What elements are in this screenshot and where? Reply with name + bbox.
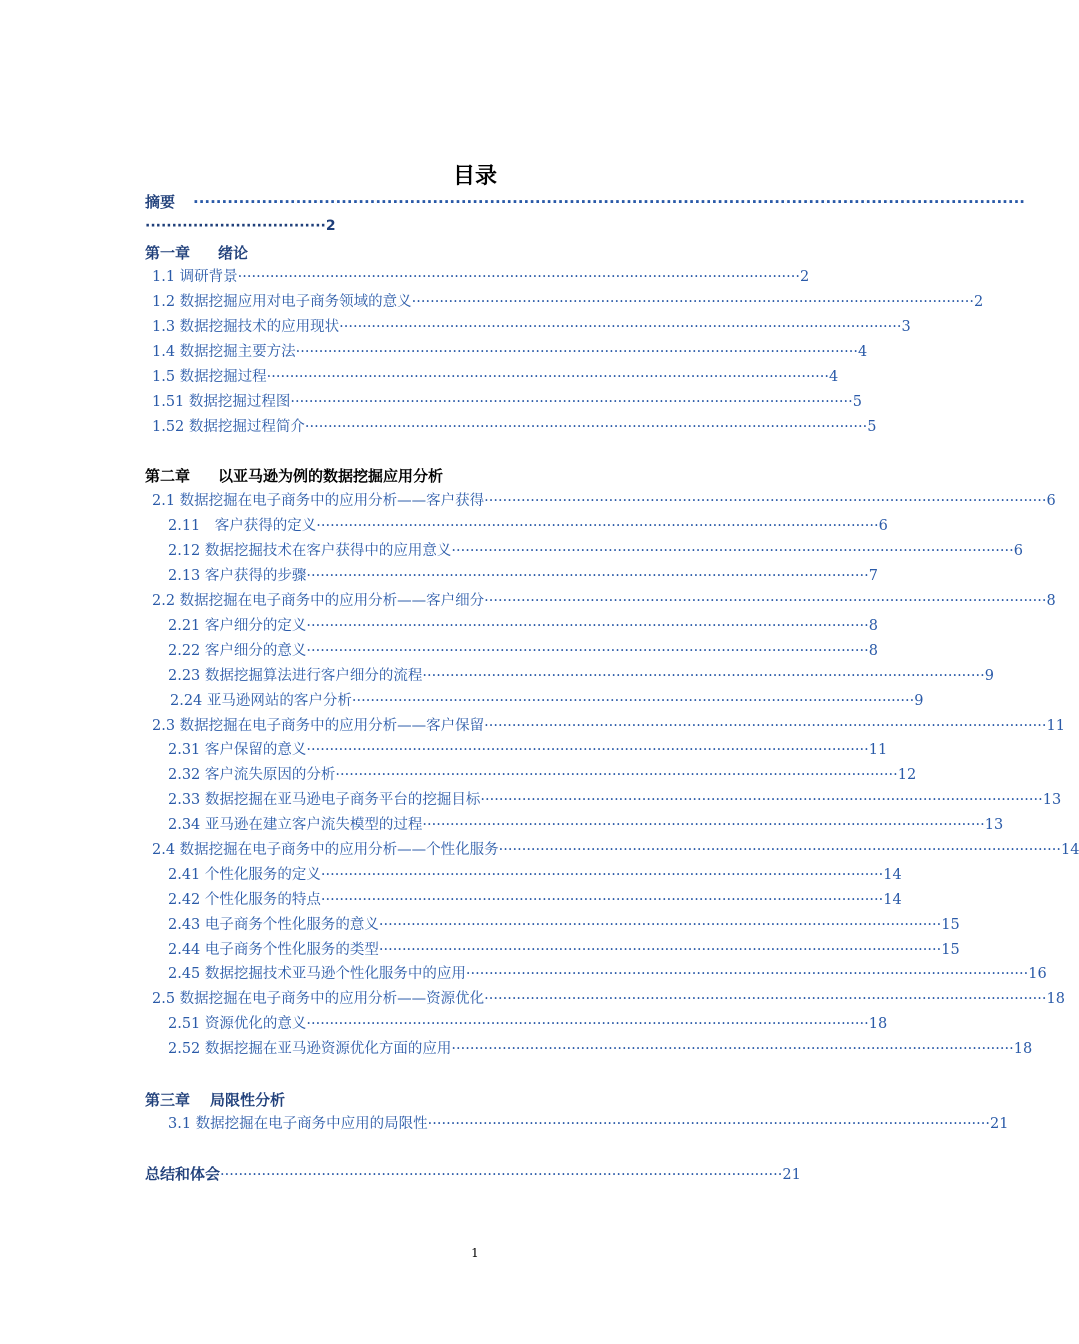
leader-dots: ··························································································································	[290, 394, 853, 410]
toc-page-number: 14	[1061, 842, 1079, 858]
toc-entry-text: 1.4 数据挖掘主要方法	[152, 344, 296, 360]
toc-page-number: 7	[868, 568, 878, 584]
toc-abstract[interactable]	[145, 191, 1025, 213]
toc-page-number: 15	[941, 917, 960, 933]
toc-entry-text: 2.42 个性化服务的特点	[168, 892, 321, 908]
toc-entry[interactable]	[168, 640, 878, 662]
leader-dots: ··························································································································	[378, 917, 942, 933]
toc-entry-text: 1.51 数据挖掘过程图	[152, 394, 291, 410]
leader-dots: ··························································································································	[266, 369, 829, 385]
toc-entry-text: 2.2 数据挖掘在电子商务中的应用分析——客户细分	[152, 593, 485, 609]
toc-page-number: 5	[852, 394, 862, 410]
toc-page-number: 16	[1028, 966, 1047, 982]
toc-entry[interactable]	[168, 814, 1004, 836]
toc-entry-text: 2.51 资源优化的意义	[168, 1016, 307, 1032]
toc-entry-text: 2.4 数据挖掘在电子商务中的应用分析——个性化服务	[152, 842, 499, 858]
leader-dots: ··························································································································	[480, 792, 1043, 808]
leader-dots: ··························································································································	[484, 493, 1047, 509]
leader-dots: ··························································································································	[451, 1041, 1014, 1057]
toc-entry[interactable]	[168, 1113, 1009, 1135]
toc-abstract-label: 摘要	[145, 193, 176, 211]
chapter-name: 局限性分析	[210, 1091, 286, 1109]
leader-dots: ··························································································································	[237, 269, 800, 285]
leader-dots: ··························································································································	[484, 991, 1047, 1007]
toc-entry[interactable]	[168, 515, 888, 537]
leader-dots: ··························································································································	[335, 767, 898, 783]
toc-entry-text: 2.24 亚马逊网站的客户分析	[170, 693, 352, 709]
leader-dots: ··························································································································	[451, 543, 1014, 559]
toc-page-number: 2	[800, 269, 810, 285]
leader-dots: ··························································································································	[465, 966, 1029, 982]
leader-dots: ··························································································································	[339, 319, 902, 335]
toc-entry[interactable]	[152, 416, 877, 438]
toc-page-number: 8	[1046, 593, 1056, 609]
toc-entry[interactable]	[152, 341, 868, 363]
toc-entry-text: 2.21 客户细分的定义	[168, 618, 307, 634]
leader-dots: ··························································································································	[422, 817, 985, 833]
leader-dots: ··························································································································	[378, 942, 942, 958]
toc-chapter-3[interactable]	[145, 1089, 545, 1111]
leader-dots: ··················································································································································	[193, 193, 1025, 211]
toc-entry[interactable]	[168, 739, 888, 761]
toc-entry-text: 2.41 个性化服务的定义	[168, 867, 321, 883]
toc-page-number: 4	[829, 369, 839, 385]
toc-page-number: 4	[858, 344, 868, 360]
toc-entry[interactable]	[168, 789, 1062, 811]
toc-page-number: 14	[883, 892, 902, 908]
toc-entry[interactable]	[152, 590, 1056, 612]
leader-dots: ··························································································································	[320, 892, 884, 908]
toc-entry-text: 2.3 数据挖掘在电子商务中的应用分析——客户保留	[152, 718, 485, 734]
leader-dots: ··························································································································	[316, 518, 879, 534]
toc-page-number: 2	[974, 294, 984, 310]
toc-entry[interactable]	[152, 988, 1065, 1010]
toc-page-number: 13	[984, 817, 1004, 833]
toc-page-number: 3	[901, 319, 911, 335]
toc-entry-text: 2.13 客户获得的步骤	[168, 568, 307, 584]
leader-dots: ··························································································································	[306, 618, 869, 634]
toc-page-number: 11	[868, 742, 888, 758]
leader-dots: ··························································································································	[498, 842, 1061, 858]
leader-dots: ··························································································································	[320, 867, 884, 883]
toc-entry-text: 2.34 亚马逊在建立客户流失模型的过程	[168, 817, 423, 833]
toc-entry[interactable]	[168, 1013, 888, 1035]
toc-page-number: 12	[897, 767, 917, 783]
leader-dots: ··························································································································	[484, 718, 1047, 734]
leader-dots: ··························································································································	[306, 742, 869, 758]
toc-abstract-page: 2	[325, 218, 336, 234]
toc-entry-text: 2.22 客户细分的意义	[168, 643, 307, 659]
leader-dots: ··························································································································	[220, 1167, 783, 1183]
chapter-label: 第三章	[145, 1091, 191, 1109]
toc-entry[interactable]	[168, 939, 960, 961]
toc-entry-text: 2.5 数据挖掘在电子商务中的应用分析——资源优化	[152, 991, 485, 1007]
toc-entry[interactable]	[168, 889, 902, 911]
leader-dots: ··························································································································	[427, 1116, 990, 1132]
toc-entry-text: 2.12 数据挖掘技术在客户获得中的应用意义	[168, 543, 452, 559]
toc-page-number: 15	[941, 942, 960, 958]
toc-entry-text: 2.52 数据挖掘在亚马逊资源优化方面的应用	[168, 1041, 452, 1057]
summary-page: 21	[782, 1167, 801, 1183]
toc-page-number: 18	[868, 1016, 888, 1032]
toc-entry-text: 1.3 数据挖掘技术的应用现状	[152, 319, 340, 335]
toc-page-number: 5	[867, 419, 877, 435]
leader-dots: ··························································································································	[295, 344, 858, 360]
toc-page-number: 6	[1013, 543, 1023, 559]
toc-entry[interactable]	[152, 316, 911, 338]
toc-entry-text: 3.1 数据挖掘在电子商务中应用的局限性	[168, 1116, 428, 1132]
toc-page-number: 13	[1042, 792, 1062, 808]
chapter-label: 第一章	[145, 244, 191, 262]
toc-page-number: 9	[984, 668, 994, 684]
leader-dots: ··························································································································	[306, 643, 869, 659]
toc-page-number: 6	[878, 518, 888, 534]
toc-entry[interactable]	[168, 665, 994, 687]
leader-dots: ··························································································································	[306, 1016, 869, 1032]
toc-entry-text: 2.31 客户保留的意义	[168, 742, 307, 758]
toc-entry[interactable]	[168, 914, 960, 936]
toc-entry[interactable]	[168, 764, 917, 786]
chapter-name: 以亚马逊为例的数据挖掘应用分析	[218, 467, 444, 485]
toc-entry[interactable]	[152, 490, 1056, 512]
leader-dots: ··························································································································	[422, 668, 985, 684]
leader-dots: ··························································································································	[306, 568, 869, 584]
toc-entry[interactable]	[152, 266, 810, 288]
leader-dots: ··························································································································	[411, 294, 974, 310]
leader-dots: ··························································································································	[484, 593, 1047, 609]
toc-page-number: 8	[868, 618, 878, 634]
toc-entry[interactable]	[168, 864, 902, 886]
toc-page-number: 14	[883, 867, 902, 883]
toc-page-number: 11	[1046, 718, 1065, 734]
toc-entry[interactable]	[168, 565, 878, 587]
toc-entry[interactable]	[152, 715, 1065, 737]
page-number: 1	[471, 1246, 479, 1260]
leader-dots: ··························································································································	[304, 419, 868, 435]
toc-entry-text: 1.5 数据挖掘过程	[152, 369, 267, 385]
toc-page-number: 21	[990, 1116, 1009, 1132]
toc-summary[interactable]	[145, 1163, 801, 1185]
toc-entry-text: 2.23 数据挖掘算法进行客户细分的流程	[168, 668, 423, 684]
toc-entry-text: 1.52 数据挖掘过程简介	[152, 419, 305, 435]
toc-abstract-continuation: ··································2	[145, 218, 336, 234]
toc-entry-text: 1.2 数据挖掘应用对电子商务领域的意义	[152, 294, 412, 310]
toc-page-number: 18	[1046, 991, 1065, 1007]
toc-entry-text: 2.44 电子商务个性化服务的类型	[168, 942, 379, 958]
leader-dots: ··························································································································	[351, 693, 915, 709]
toc-title: 目录	[452, 164, 497, 189]
toc-entry-text: 2.43 电子商务个性化服务的意义	[168, 917, 379, 933]
toc-entry[interactable]	[168, 1038, 1033, 1060]
chapter-label: 第二章	[145, 467, 191, 485]
toc-entry-text: 2.32 客户流失原因的分析	[168, 767, 336, 783]
toc-page-number: 9	[914, 693, 924, 709]
toc-page-number: 6	[1046, 493, 1056, 509]
toc-entry[interactable]	[168, 963, 1047, 985]
toc-entry[interactable]	[152, 366, 839, 388]
toc-entry[interactable]	[152, 839, 1079, 861]
chapter-name: 绪论	[218, 244, 249, 262]
toc-page-number: 8	[868, 643, 878, 659]
toc-entry[interactable]	[152, 391, 862, 413]
toc-entry[interactable]	[168, 615, 878, 637]
toc-chapter-1[interactable]	[145, 242, 545, 264]
toc-page-number: 18	[1013, 1041, 1033, 1057]
toc-chapter-2[interactable]	[145, 465, 645, 487]
toc-entry[interactable]	[170, 690, 924, 712]
toc-entry[interactable]	[168, 540, 1023, 562]
summary-label: 总结和体会	[145, 1165, 221, 1183]
toc-entry[interactable]	[152, 291, 984, 313]
toc-entry-text: 2.11 客户获得的定义	[168, 518, 317, 534]
toc-entry-text: 2.33 数据挖掘在亚马逊电子商务平台的挖掘目标	[168, 792, 481, 808]
toc-entry-text: 2.45 数据挖掘技术亚马逊个性化服务中的应用	[168, 966, 466, 982]
toc-entry-text: 2.1 数据挖掘在电子商务中的应用分析——客户获得	[152, 493, 485, 509]
toc-entry-text: 1.1 调研背景	[152, 269, 238, 285]
